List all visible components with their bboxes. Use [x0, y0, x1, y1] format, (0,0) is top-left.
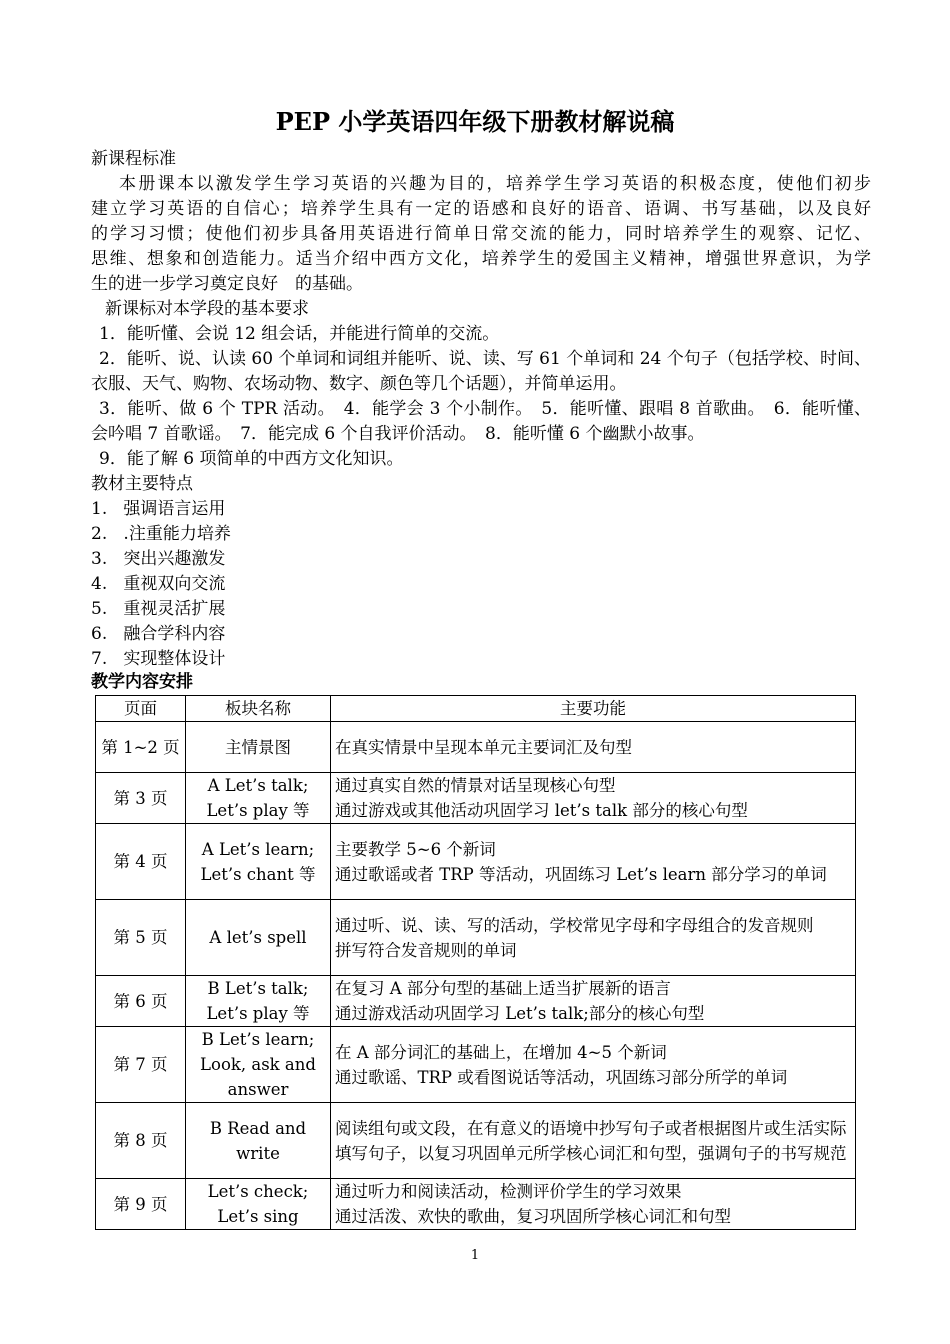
function-line: 主要教学 5~6 个新词: [335, 839, 496, 859]
function-line: 拼写符合发音规则的单词: [335, 940, 517, 960]
table-header-row: [96, 696, 856, 722]
cell-page: 第 3 页: [96, 773, 186, 824]
intro-line: 本册课本以激发学生学习英语的兴趣为目的，培养学生学习英语的积极态度，使他们初步: [119, 174, 871, 194]
cell-module: A Let’s talk; Let’s play 等: [186, 773, 331, 824]
function-line: 通过游戏活动巩固学习 Let’s talk;部分的核心句型: [335, 1004, 705, 1023]
column-header-function: 主要功能: [331, 696, 856, 722]
cell-page: 第 1~2 页: [96, 722, 186, 773]
cell-module: A Let’s learn; Let’s chant 等: [186, 824, 331, 900]
requirement-line: 1．能听懂、会说 12 组会话，并能进行简单的交流。: [99, 324, 500, 344]
table-row: [96, 1027, 856, 1103]
page-number: 1: [470, 1248, 480, 1263]
feature-item: 2. .注重能力培养: [91, 524, 231, 544]
requirements-heading: 新课标对本学段的基本要求: [105, 299, 309, 319]
content-arrangement-table: [95, 695, 856, 1230]
table-row: [96, 900, 856, 976]
cell-function: [331, 1027, 856, 1103]
cell-function: [331, 722, 856, 773]
document-title: PEP 小学英语四年级下册教材解说稿: [275, 107, 675, 136]
table-row: [96, 824, 856, 900]
function-line: 在 A 部分词汇的基础上，在增加 4~5 个新词: [335, 1042, 667, 1062]
cell-module: 主情景图: [186, 722, 331, 773]
feature-item: 7. 实现整体设计: [91, 649, 226, 669]
section-heading-curriculum: 新课程标准: [91, 149, 176, 169]
cell-page: 第 9 页: [96, 1179, 186, 1230]
function-line: 在真实情景中呈现本单元主要词汇及句型: [335, 737, 632, 757]
table-row: [96, 1179, 856, 1230]
cell-module: B Read and write: [186, 1103, 331, 1179]
feature-item: 4. 重视双向交流: [91, 574, 226, 594]
cell-module: Let’s check; Let’s sing: [186, 1179, 331, 1230]
features-list: [91, 497, 871, 672]
function-line: 通过游戏或其他活动巩固学习 let’s talk 部分的核心句型: [335, 801, 748, 820]
function-line: 通过听力和阅读活动，检测评价学生的学习效果: [335, 1182, 682, 1201]
table-row: [96, 976, 856, 1027]
column-header-module: 板块名称: [186, 696, 331, 722]
cell-page: 第 5 页: [96, 900, 186, 976]
function-line: 通过歌谣、TRP 或看图说话等活动，巩固练习部分所学的单词: [335, 1067, 788, 1087]
function-line: 通过活泼、欢快的歌曲，复习巩固所学核心词汇和句型: [335, 1207, 731, 1226]
cell-function: [331, 1179, 856, 1230]
feature-item: 1. 强调语言运用: [91, 499, 226, 519]
cell-function: [331, 824, 856, 900]
intro-line: 的学习习惯；使他们初步具备用英语进行简单日常交流的能力，同时培养学生的观察、记忆、: [91, 224, 871, 244]
requirement-line: 9．能了解 6 项简单的中西方文化知识。: [99, 449, 404, 469]
cell-page: 第 8 页: [96, 1103, 186, 1179]
cell-module: A let’s spell: [186, 900, 331, 976]
function-line: 阅读组句或文段，在有意义的语境中抄写句子或者根据图片或生活实际填写句子，以复习巩固单元所学核心词汇和句型，强调句子的书写规范: [335, 1118, 847, 1163]
cell-function: [331, 773, 856, 824]
cell-page: 第 4 页: [96, 824, 186, 900]
cell-module: B Let’s learn; Look, ask and answer: [186, 1027, 331, 1103]
cell-function: [331, 976, 856, 1027]
table-row: [96, 1103, 856, 1179]
table-row: [96, 773, 856, 824]
column-header-page: 页面: [96, 696, 186, 722]
features-heading: 教材主要特点: [91, 474, 193, 494]
cell-function: [331, 1103, 856, 1179]
feature-item: 6. 融合学科内容: [91, 624, 226, 644]
cell-page: 第 7 页: [96, 1027, 186, 1103]
feature-item: 3. 突出兴趣激发: [91, 549, 226, 569]
requirement-line: 3．能听、做 6 个 TPR 活动。 4．能学会 3 个小制作。 5．能听懂、跟唱 8 首歌曲。 6．能听懂、: [99, 399, 871, 419]
function-line: 通过听、说、读、写的活动，学校常见字母和字母组合的发音规则: [335, 915, 814, 935]
requirement-line: 会吟唱 7 首歌谣。 7．能完成 6 个自我评价活动。 8．能听懂 6 个幽默小故事。: [91, 424, 705, 444]
function-line: 在复习 A 部分句型的基础上适当扩展新的语言: [335, 979, 671, 998]
cell-function: [331, 900, 856, 976]
intro-line: 思维、想象和创造能力。适当介绍中西方文化，培养学生的爱国主义精神，增强世界意识，为学: [91, 249, 871, 269]
requirement-line: 衣服、天气、购物、农场动物、数字、颜色等几个话题），并简单运用。: [91, 374, 627, 394]
intro-line: 建立学习英语的自信心；培养学生具有一定的语感和良好的语音、语调、书写基础，以及良好: [91, 199, 871, 219]
cell-module: B Let’s talk; Let’s play 等: [186, 976, 331, 1027]
function-line: 通过歌谣或者 TRP 等活动，巩固练习 Let’s learn 部分学习的单词: [335, 864, 827, 884]
table-row: [96, 722, 856, 773]
intro-line: 生的进一步学习奠定良好 的基础。: [91, 274, 363, 294]
requirement-line: 2．能听、说、认读 60 个单词和词组并能听、说、读、写 61 个单词和 24 个句子（包括学校、时间、: [99, 349, 871, 369]
arrangement-heading: 教学内容安排: [91, 672, 193, 692]
requirements-list: [91, 322, 871, 472]
cell-page: 第 6 页: [96, 976, 186, 1027]
intro-paragraph: [91, 172, 871, 297]
feature-item: 5. 重视灵活扩展: [91, 599, 226, 619]
function-line: 通过真实自然的情景对话呈现核心句型: [335, 776, 616, 795]
